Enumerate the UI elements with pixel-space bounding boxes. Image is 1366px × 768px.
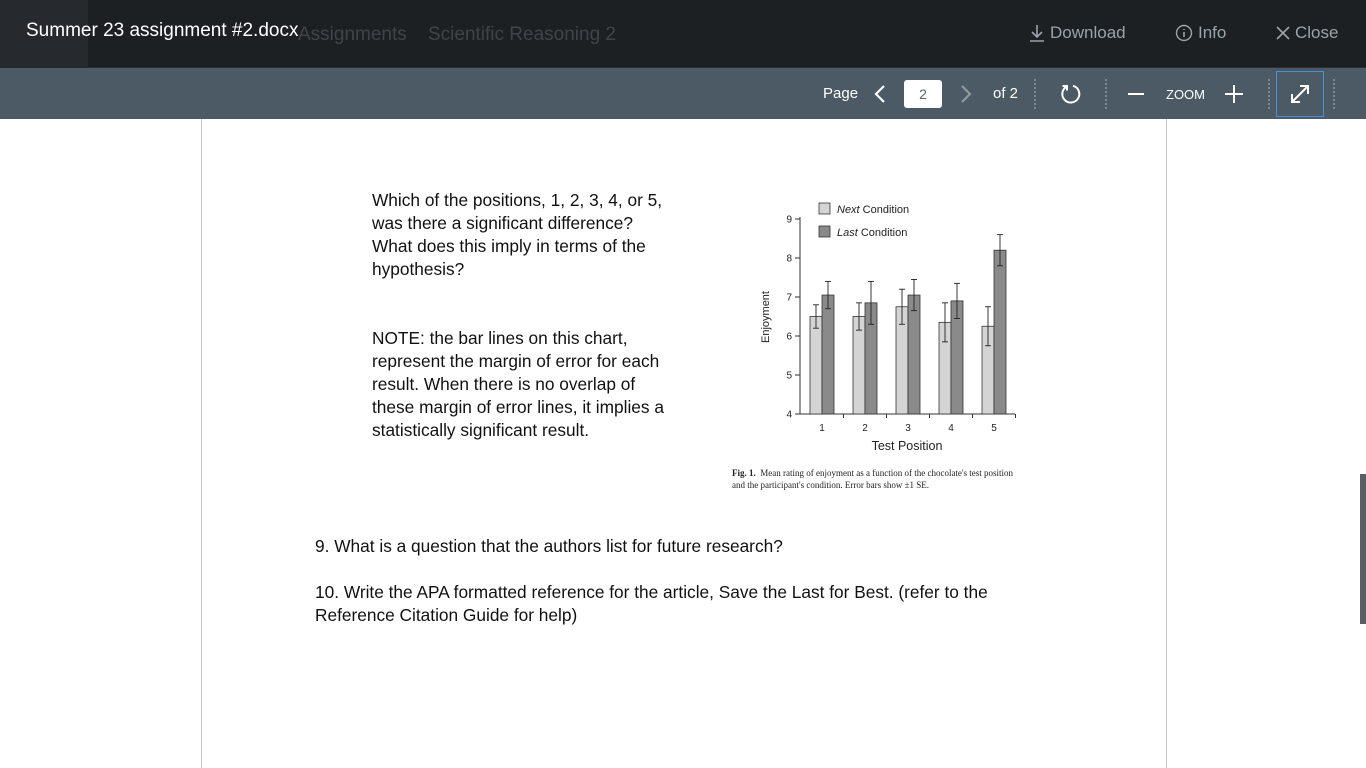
document-title: Summer 23 assignment #2.docx	[26, 20, 299, 41]
scrollbar-thumb[interactable]	[1360, 474, 1366, 624]
expand-icon	[1289, 83, 1311, 105]
text-line: was there a significant difference?	[372, 213, 633, 233]
next-page-button[interactable]	[954, 81, 978, 107]
fullscreen-button[interactable]	[1276, 71, 1324, 117]
figure-caption	[732, 467, 1013, 491]
zoom-out-button[interactable]	[1124, 81, 1148, 107]
toolbar-divider	[1034, 79, 1036, 109]
page-count-label: of 2	[993, 85, 1019, 102]
question-paragraph	[372, 189, 662, 281]
rotate-button[interactable]	[1057, 81, 1085, 107]
chevron-right-icon	[960, 84, 972, 104]
question-10	[315, 581, 988, 627]
bar-last-pos-1	[822, 295, 834, 414]
text-line: Which of the positions, 1, 2, 3, 4, or 5,	[372, 190, 663, 210]
text-line: 10. Write the APA formatted reference for the article, Save the Last for Best. (refer to the	[315, 582, 988, 602]
text-line: these margin of error lines, it implies a	[372, 397, 664, 417]
chevron-left-icon	[874, 84, 886, 104]
y-tick-label: 6	[786, 331, 792, 343]
enjoyment-bar-chart	[720, 195, 1030, 457]
close-label: Close	[1295, 23, 1339, 42]
question-9	[315, 535, 783, 558]
y-tick-label: 9	[786, 214, 792, 226]
text-line: statistically significant result.	[372, 420, 590, 440]
text-line: hypothesis?	[372, 259, 465, 279]
y-tick-label: 4	[786, 409, 792, 421]
text-line: NOTE: the bar lines on this chart,	[372, 328, 628, 348]
x-tick-label: 5	[991, 423, 997, 434]
x-axis-label: Test Position	[871, 439, 943, 453]
rotate-icon	[1060, 83, 1082, 105]
caption-label: Fig. 1.	[732, 468, 756, 478]
viewer-toolbar	[0, 68, 1366, 119]
download-button[interactable]	[1029, 21, 1126, 45]
legend-swatch-next	[819, 203, 830, 214]
x-tick-label: 1	[819, 423, 825, 434]
download-icon	[1029, 24, 1045, 42]
close-button[interactable]	[1276, 21, 1338, 45]
zoom-in-button[interactable]	[1222, 81, 1246, 107]
minus-icon	[1128, 92, 1144, 96]
legend-label-next: Next Condition	[837, 204, 910, 216]
info-button[interactable]	[1175, 21, 1226, 45]
text-line: represent the margin of error for each	[372, 351, 660, 371]
bar-next-pos-2	[853, 317, 865, 415]
bar-next-pos-1	[810, 317, 822, 415]
y-tick-label: 5	[786, 370, 792, 382]
legend-swatch-last	[819, 226, 830, 237]
note-paragraph	[372, 327, 664, 442]
background-breadcrumb-course: Scientific Reasoning 2	[428, 24, 616, 45]
download-label: Download	[1050, 23, 1126, 42]
y-axis-label: Enjoyment	[760, 291, 772, 343]
page-label: Page	[823, 85, 859, 102]
x-tick-label: 3	[905, 423, 911, 434]
text-line: What does this imply in terms of the	[372, 236, 646, 256]
bar-last-pos-3	[908, 295, 920, 414]
info-icon	[1175, 24, 1193, 42]
previous-page-button[interactable]	[868, 81, 892, 107]
info-label: Info	[1198, 23, 1227, 42]
caption-line-1: Mean rating of enjoyment as a function of the chocolate's test position	[760, 468, 1014, 478]
page-number-input[interactable]	[904, 80, 942, 108]
text-line: 9. What is a question that the authors list for future research?	[315, 536, 783, 556]
toolbar-divider	[1333, 79, 1335, 109]
text-line: result. When there is no overlap of	[372, 374, 636, 394]
toolbar-divider	[1268, 79, 1270, 109]
x-tick-label: 2	[862, 423, 868, 434]
y-tick-label: 8	[786, 253, 792, 265]
text-line: Reference Citation Guide for help)	[315, 605, 578, 625]
plus-icon	[1225, 85, 1243, 103]
bar-last-pos-5	[994, 250, 1006, 414]
background-breadcrumb-assignments: Assignments	[298, 24, 407, 45]
y-tick-label: 7	[786, 292, 792, 304]
toolbar-divider	[1105, 79, 1107, 109]
close-icon	[1276, 26, 1290, 40]
zoom-label: ZOOM	[1166, 87, 1205, 102]
x-tick-label: 4	[948, 423, 954, 434]
caption-line-2: and the participant's condition. Error bars show ±1 SE.	[732, 480, 930, 490]
title-bar	[0, 0, 1366, 68]
legend-label-last: Last Condition	[837, 227, 908, 239]
